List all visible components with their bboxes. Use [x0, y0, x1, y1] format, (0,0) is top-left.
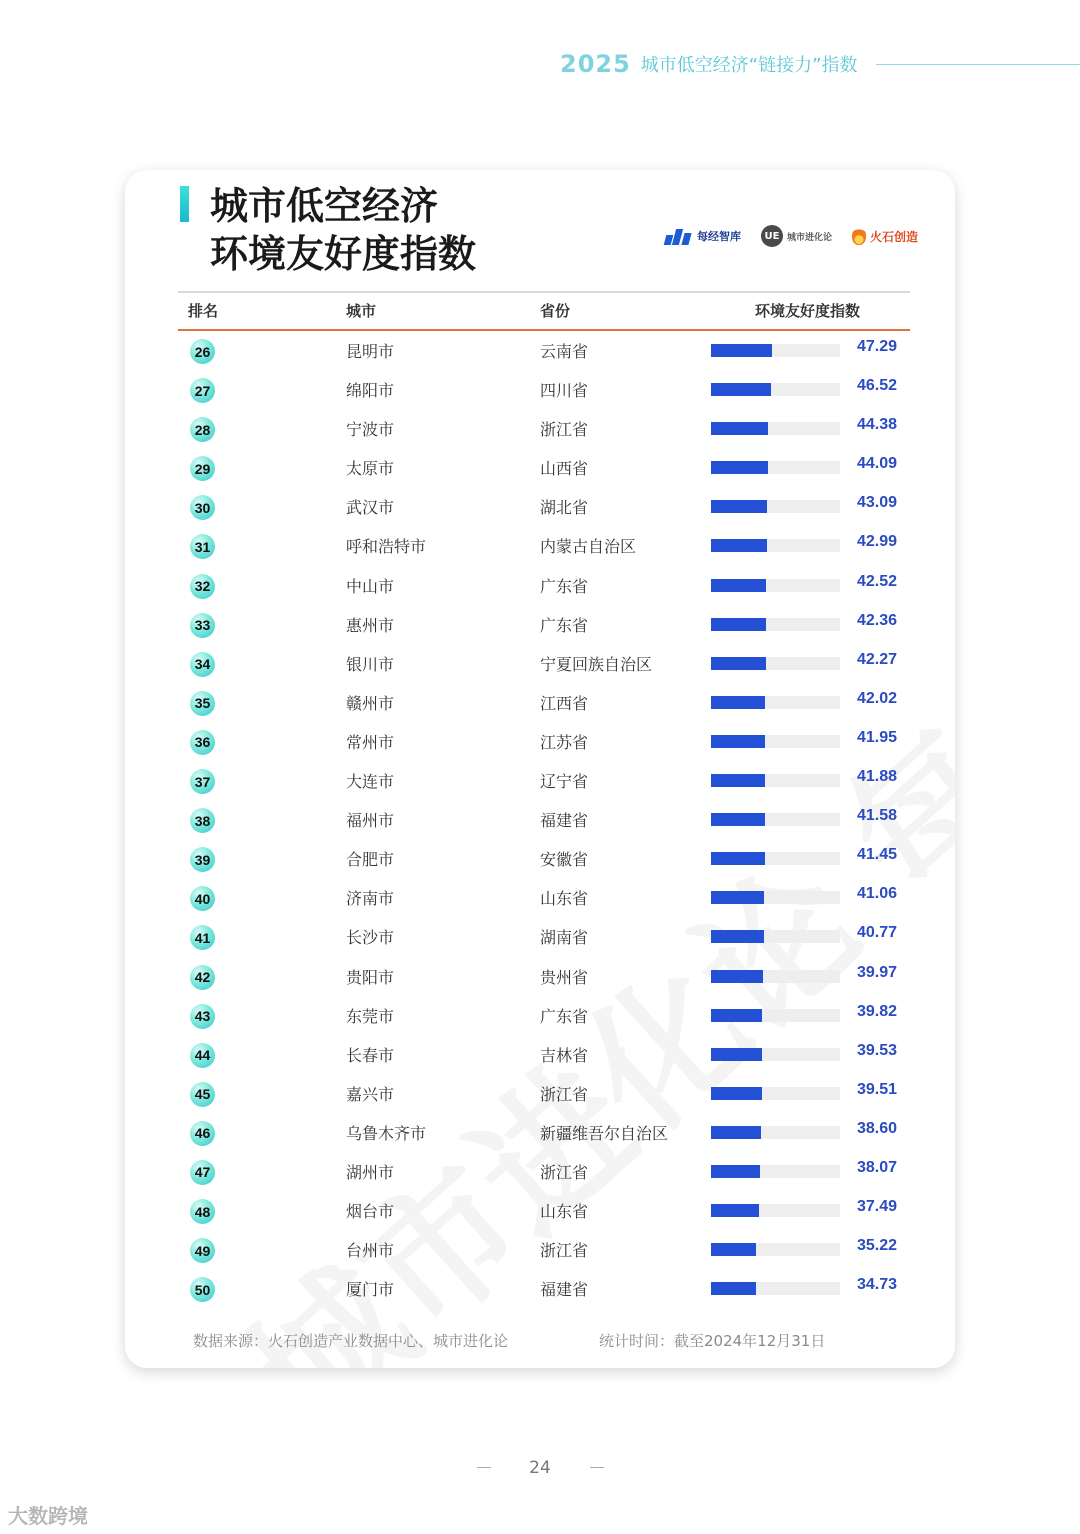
index-bar	[711, 344, 772, 357]
rank-badge: 29	[190, 456, 215, 481]
huoshi-logo: 火石创造	[852, 227, 918, 245]
index-bar	[711, 422, 768, 435]
document-header	[560, 50, 857, 78]
table-row	[125, 1268, 955, 1307]
table-row	[125, 525, 955, 564]
city-cell: 常州市	[346, 732, 395, 752]
rank-badge: 34	[190, 652, 215, 677]
city-cell: 嘉兴市	[346, 1084, 395, 1104]
page-number-dash-right	[590, 1467, 604, 1468]
province-cell: 宁夏回族自治区	[540, 654, 653, 674]
index-value: 42.27	[856, 650, 897, 668]
province-cell: 内蒙古自治区	[540, 537, 637, 557]
province-cell: 湖北省	[540, 498, 589, 518]
province-cell: 新疆维吾尔自治区	[540, 1123, 669, 1143]
page-number-dash-left	[477, 1467, 491, 1468]
table-row	[125, 916, 955, 955]
meijing-mark-icon	[665, 227, 693, 245]
index-bar	[711, 970, 763, 983]
index-bar-track	[711, 970, 840, 983]
index-bar	[711, 852, 765, 865]
index-value: 46.52	[856, 377, 897, 395]
table-row	[125, 447, 955, 486]
index-bar	[711, 657, 766, 670]
ranking-card	[125, 170, 955, 1368]
province-cell: 江西省	[540, 693, 589, 713]
index-value: 39.97	[856, 963, 897, 981]
rank-badge: 32	[190, 574, 215, 599]
province-cell: 四川省	[540, 381, 589, 401]
index-bar-track	[711, 930, 840, 943]
index-bar-track	[711, 500, 840, 513]
index-bar-track	[711, 1009, 840, 1022]
rank-badge: 42	[190, 965, 215, 990]
table-row	[125, 838, 955, 877]
rank-badge: 39	[190, 847, 215, 872]
rank-badge: 43	[190, 1004, 215, 1029]
index-bar	[711, 461, 768, 474]
city-cell: 赣州市	[346, 693, 395, 713]
table-row	[125, 877, 955, 916]
index-bar-track	[711, 1282, 840, 1295]
index-bar-track	[711, 579, 840, 592]
rank-badge: 47	[190, 1160, 215, 1185]
table-row	[125, 604, 955, 643]
index-value: 41.06	[856, 885, 897, 903]
province-cell: 山东省	[540, 889, 589, 909]
table-top-rule	[178, 291, 910, 293]
index-bar-track	[711, 461, 840, 474]
province-cell: 云南省	[540, 342, 589, 361]
rank-badge: 40	[190, 886, 215, 911]
index-value: 41.45	[856, 846, 897, 864]
province-cell: 福建省	[540, 811, 589, 831]
index-value: 39.53	[856, 1041, 897, 1059]
index-value: 42.02	[856, 689, 897, 707]
rank-badge: 26	[190, 339, 215, 364]
index-bar	[711, 1009, 762, 1022]
city-cell: 烟台市	[346, 1202, 395, 1222]
province-cell: 浙江省	[540, 1241, 589, 1261]
header-title: 城市低空经济“链接力”指数	[640, 55, 858, 76]
table-row	[125, 486, 955, 525]
corner-watermark: 大数跨境	[8, 1504, 88, 1528]
column-header-index: 环境友好度指数	[755, 302, 861, 320]
index-bar	[711, 696, 765, 709]
flame-icon	[852, 227, 866, 245]
province-cell: 江苏省	[540, 732, 589, 752]
rank-badge: 31	[190, 534, 215, 559]
index-bar-track	[711, 657, 840, 670]
province-cell: 浙江省	[540, 1162, 589, 1182]
rank-badge: 45	[190, 1082, 215, 1107]
rank-badge: 44	[190, 1043, 215, 1068]
index-bar	[711, 735, 765, 748]
index-bar	[711, 539, 767, 552]
index-value: 41.95	[856, 728, 897, 746]
city-cell: 贵阳市	[346, 967, 395, 987]
city-cell: 中山市	[346, 576, 395, 596]
index-value: 38.60	[856, 1119, 897, 1137]
rank-badge: 36	[190, 730, 215, 755]
province-cell: 湖南省	[540, 928, 589, 948]
rank-badge: 35	[190, 691, 215, 716]
index-bar	[711, 1126, 761, 1139]
data-source-note: 数据来源：火石创造产业数据中心、城市进化论	[193, 1332, 509, 1350]
table-row	[125, 1034, 955, 1073]
city-cell: 武汉市	[346, 498, 395, 518]
header-rule	[876, 64, 1080, 65]
index-bar	[711, 1282, 756, 1295]
ue-logo: UE 城市进化论	[761, 225, 832, 247]
city-cell: 宁波市	[346, 420, 395, 440]
index-value: 42.99	[856, 533, 897, 551]
city-cell: 合肥市	[346, 850, 395, 870]
index-value: 38.07	[856, 1158, 897, 1176]
rank-badge: 28	[190, 417, 215, 442]
partner-logos	[665, 225, 918, 247]
city-cell: 湖州市	[346, 1162, 395, 1182]
index-value: 43.09	[856, 494, 897, 512]
index-value: 42.36	[856, 611, 897, 629]
table-row	[125, 369, 955, 408]
province-cell: 广东省	[540, 615, 589, 635]
city-cell: 福州市	[346, 811, 395, 831]
index-bar	[711, 1165, 760, 1178]
index-value: 42.52	[856, 572, 897, 590]
rank-badge: 38	[190, 808, 215, 833]
province-cell: 广东省	[540, 1006, 589, 1026]
index-bar-track	[711, 696, 840, 709]
city-cell: 惠州市	[346, 615, 395, 635]
index-value: 44.38	[856, 416, 897, 434]
index-bar	[711, 1243, 756, 1256]
city-cell: 昆明市	[346, 342, 395, 361]
province-cell: 山西省	[540, 459, 589, 479]
column-header-rank: 排名	[188, 302, 219, 320]
index-value: 39.51	[856, 1080, 897, 1098]
column-header-city: 城市	[346, 302, 377, 320]
card-title-line2: 环境友好度指数	[210, 232, 477, 276]
table-row	[125, 1229, 955, 1268]
title-accent-bar	[180, 186, 189, 222]
table-row	[125, 721, 955, 760]
index-bar	[711, 813, 765, 826]
rank-badge: 48	[190, 1199, 215, 1224]
column-header-province: 省份	[540, 302, 571, 320]
province-cell: 吉林省	[540, 1045, 589, 1065]
province-cell: 福建省	[540, 1280, 589, 1300]
index-value: 47.29	[856, 338, 897, 355]
city-cell: 太原市	[346, 459, 395, 479]
province-cell: 广东省	[540, 576, 589, 596]
rank-badge: 37	[190, 769, 215, 794]
table-row	[125, 1190, 955, 1229]
ue-mark-icon: UE	[761, 225, 783, 247]
city-cell: 乌鲁木齐市	[346, 1123, 427, 1143]
meijing-logo: 每经智库	[665, 227, 741, 245]
city-cell: 东莞市	[346, 1006, 395, 1026]
index-bar-track	[711, 735, 840, 748]
index-value: 44.09	[856, 455, 897, 473]
table-row	[125, 643, 955, 682]
index-bar-track	[711, 344, 840, 357]
index-bar-track	[711, 1243, 840, 1256]
index-bar-track	[711, 1048, 840, 1061]
index-value: 39.82	[856, 1002, 897, 1020]
index-bar	[711, 579, 766, 592]
index-bar	[711, 1048, 762, 1061]
index-bar	[711, 618, 766, 631]
city-cell: 大连市	[346, 772, 395, 792]
index-bar	[711, 774, 765, 787]
table-row	[125, 799, 955, 838]
index-bar	[711, 930, 764, 943]
table-row	[125, 565, 955, 604]
rank-badge: 30	[190, 495, 215, 520]
province-cell: 浙江省	[540, 1084, 589, 1104]
table-row	[125, 760, 955, 799]
index-bar	[711, 500, 767, 513]
table-row	[125, 1073, 955, 1112]
table-row	[125, 682, 955, 721]
rank-badge: 27	[190, 378, 215, 403]
province-cell: 辽宁省	[540, 772, 589, 792]
city-cell: 长春市	[346, 1045, 395, 1065]
index-bar	[711, 383, 771, 396]
header-year: 2025	[560, 50, 631, 78]
rank-badge: 41	[190, 925, 215, 950]
index-bar	[711, 891, 764, 904]
index-bar	[711, 1204, 759, 1217]
index-value: 41.58	[856, 807, 897, 825]
rank-badge: 50	[190, 1277, 215, 1302]
rank-badge: 46	[190, 1121, 215, 1146]
card-title	[210, 182, 476, 278]
city-cell: 厦门市	[346, 1280, 395, 1300]
city-cell: 台州市	[346, 1241, 395, 1261]
city-cell: 绵阳市	[346, 381, 395, 401]
index-value: 34.73	[856, 1276, 897, 1294]
rank-badge: 33	[190, 613, 215, 638]
city-cell: 济南市	[346, 889, 395, 909]
city-cell: 长沙市	[346, 928, 395, 948]
index-bar-track	[711, 1087, 840, 1100]
index-bar-track	[711, 891, 840, 904]
index-bar-track	[711, 1165, 840, 1178]
province-cell: 山东省	[540, 1202, 589, 1222]
index-bar-track	[711, 1126, 840, 1139]
table-row	[125, 1112, 955, 1151]
index-bar-track	[711, 383, 840, 396]
index-value: 40.77	[856, 924, 897, 942]
city-cell: 呼和浩特市	[346, 537, 427, 557]
card-title-line1: 城市低空经济	[210, 184, 439, 228]
index-bar-track	[711, 813, 840, 826]
table-row	[125, 956, 955, 995]
province-cell: 安徽省	[540, 850, 589, 870]
index-value: 41.88	[856, 768, 897, 786]
index-value: 37.49	[856, 1198, 897, 1216]
province-cell: 浙江省	[540, 420, 589, 440]
index-bar-track	[711, 774, 840, 787]
index-bar-track	[711, 852, 840, 865]
table-body	[125, 330, 955, 1307]
stat-time-note: 统计时间：截至2024年12月31日	[599, 1332, 826, 1350]
index-bar-track	[711, 618, 840, 631]
index-bar-track	[711, 539, 840, 552]
page-number: 24	[529, 1458, 551, 1478]
index-bar	[711, 1087, 762, 1100]
city-cell: 银川市	[346, 654, 395, 674]
province-cell: 贵州省	[540, 967, 589, 987]
index-bar-track	[711, 1204, 840, 1217]
table-row	[125, 330, 955, 369]
table-row	[125, 995, 955, 1034]
table-row	[125, 408, 955, 447]
index-value: 35.22	[856, 1237, 897, 1255]
index-bar-track	[711, 422, 840, 435]
rank-badge: 49	[190, 1238, 215, 1263]
table-row	[125, 1151, 955, 1190]
